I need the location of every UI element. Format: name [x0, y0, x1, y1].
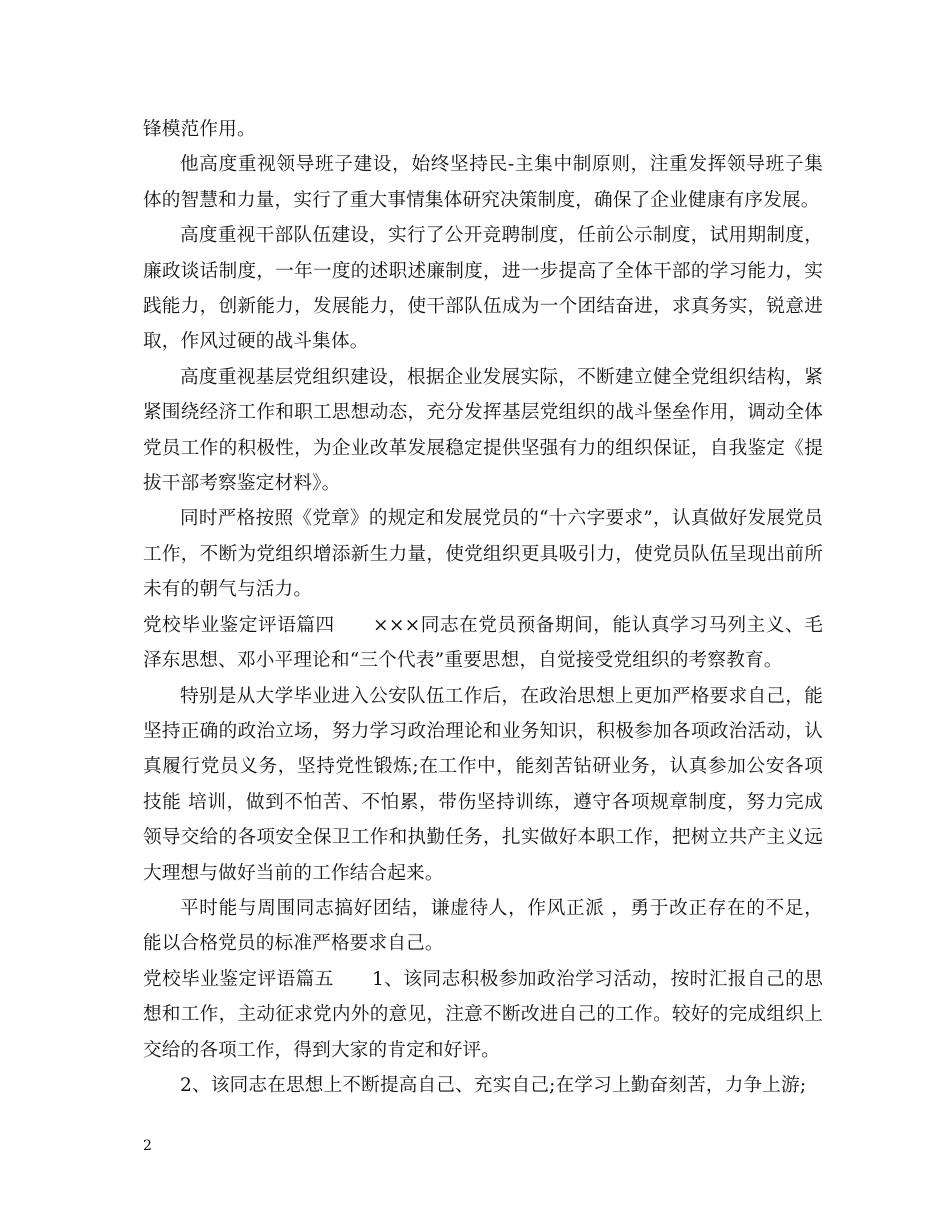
- document-body: [143, 112, 823, 1103]
- paragraph-4: 高度重视基层党组织建设，根据企业发展实际，不断建立健全党组织结构，紧紧围绕经济工作和职工思想动态，充分发挥基层党组织的战斗堡垒作用，调动全体党员工作的积极性，为企业改革发展稳定提供坚强有力的组织保证，自我鉴定《提拔干部考察鉴定材料》。: [143, 366, 823, 495]
- paragraph-7: 特别是从大学毕业进入公安队伍工作后，在政治思想上更加严格要求自己，能坚持正确的政治立场，努力学习政治理论和业务知识，积极参加各项政治活动，认真履行党员义务，坚持党性锻炼;在工作中，能刻苦钻研业务，认真参加公安各项技能 培训，做到不怕苦、不怕累，带伤坚持训练，遵守各项规章制度，努力完成领导交给的各项安全保卫工作和执勤任务，扎实做好本职工作，把树立共产主义远大理想与做好当前的工作结合起来。: [143, 685, 823, 884]
- section-heading-chapter-4: 党校毕业鉴定评语篇四 ×××同志在党员预备期间，能认真学习马列主义、毛泽东思想、邓小平理论和“三个代表”重要思想，自觉接受党组织的考察教育。: [143, 614, 823, 672]
- section-heading-chapter-5: 党校毕业鉴定评语篇五 1、该同志积极参加政治学习活动，按时汇报自己的思想和工作，主动征求党内外的意见，注意不断改进自己的工作。较好的完成组织上交给的各项工作，得到大家的肯定和好评。: [143, 968, 823, 1061]
- paragraph-2: 他高度重视领导班子建设，始终坚持民-主集中制原则，注重发挥领导班子集体的智慧和力量，实行了重大事情集体研究决策制度，确保了企业健康有序发展。: [143, 154, 823, 211]
- page-number: 2: [143, 1138, 152, 1154]
- paragraph-5: 同时严格按照《党章》的规定和发展党员的“十六字要求”，认真做好发展党员工作，不断为党组织增添新生力量，使党组织更具吸引力，使党员队伍呈现出前所未有的朝气与活力。: [143, 508, 823, 601]
- paragraph-10: 2、该同志在思想上不断提高自己、充实自己;在学习上勤奋刻苦，力争上游;: [180, 1074, 807, 1096]
- paragraph-3: 高度重视干部队伍建设，实行了公开竞聘制度，任前公示制度，试用期制度，廉政谈话制度，一年一度的述职述廉制度，进一步提高了全体干部的学习能力，实践能力，创新能力，发展能力，使干部队伍成为一个团结奋进，求真务实，锐意进取，作风过硬的战斗集体。: [143, 225, 823, 353]
- paragraph-1: 锋模范作用。: [143, 119, 256, 140]
- paragraph-8: 平时能与周围同志搞好团结，谦虚待人，作风正派 ，勇于改正存在的不足，能以合格党员的标准严格要求自己。: [143, 897, 823, 955]
